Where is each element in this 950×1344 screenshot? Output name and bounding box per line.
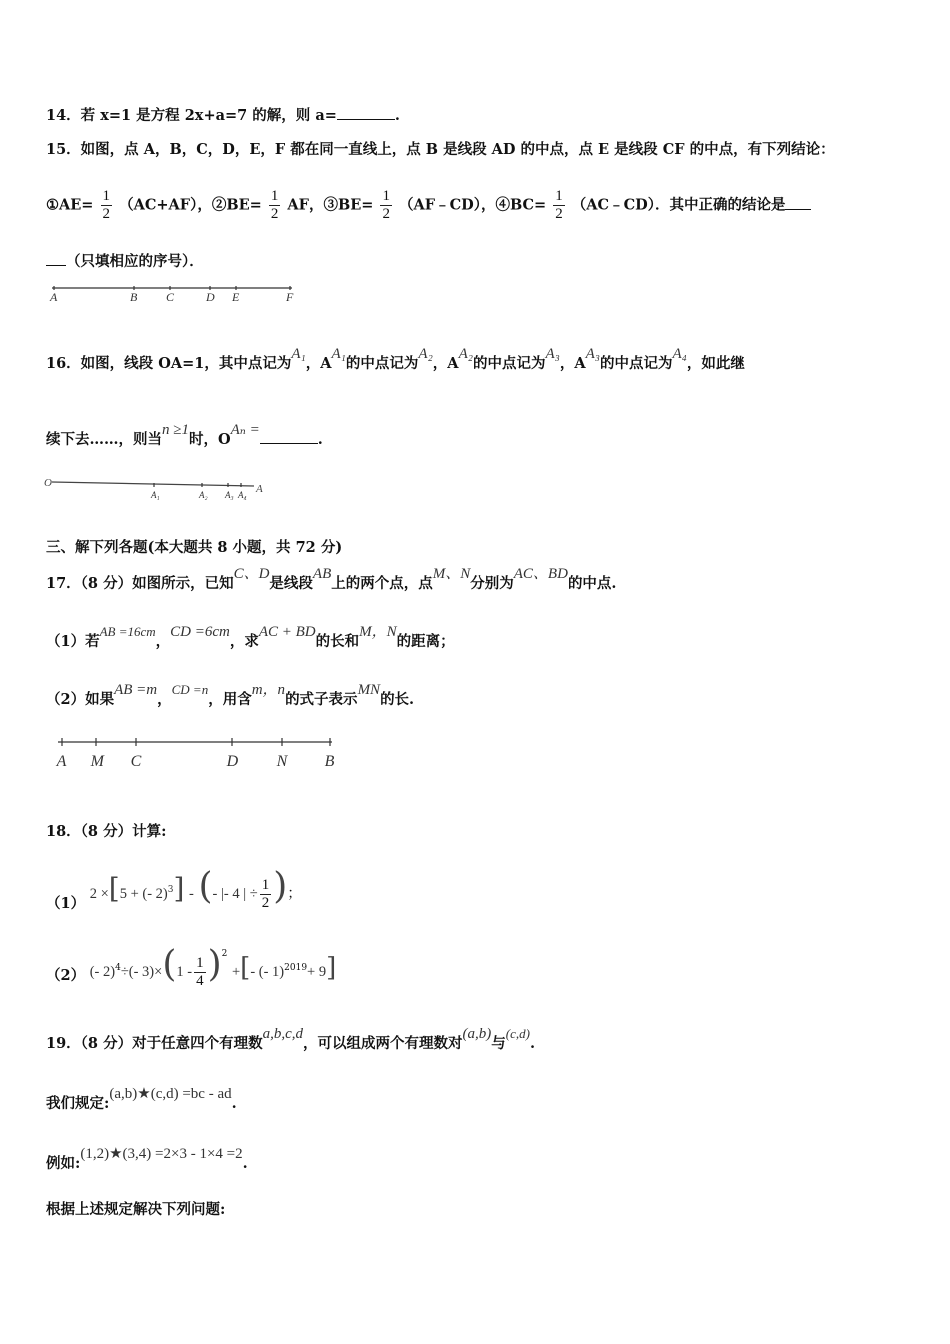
q19-pair2: (c,d) [505, 1026, 530, 1041]
q16-d: ，如此继 [686, 355, 745, 372]
q16-figure [44, 474, 274, 502]
q16-A3: A₃ [545, 346, 560, 362]
q18-e1e: - |- 4 | ÷ [212, 886, 258, 902]
q15-point-label: A [50, 290, 58, 304]
q18-e2e: 2 [221, 949, 228, 960]
q19-rule [46, 1086, 237, 1113]
q16-A2b: A₂ [458, 346, 473, 362]
q16-figure-line [52, 482, 254, 486]
q17-p2a: （2）如果 [46, 691, 115, 708]
q16-An: Aₙ = [230, 422, 260, 438]
q16-point-label: A₂ [199, 490, 208, 500]
q18-e1d: - [189, 886, 194, 902]
q15-point-label: E [232, 290, 240, 304]
q18-part2 [46, 944, 336, 990]
q14-blank [337, 107, 395, 120]
q14-end: . [394, 107, 400, 124]
q18-e2i: + 9 [307, 964, 327, 980]
q15-c1d: （AF﹣CD），④BC= [399, 196, 547, 214]
q17-p2b: ，用含 [208, 691, 252, 708]
q17-point-label: A [56, 753, 67, 770]
q15-c1e: （AC﹣CD）．其中正确的结论是 [571, 196, 786, 214]
q17-point-label: N [276, 753, 288, 770]
section-3-title: 三、解下列各题(本大题共 8 小题，共 72 分) [46, 539, 343, 556]
q15-point-label: F [286, 290, 294, 304]
q16-point-label: A₁ [151, 490, 160, 500]
q17-p1b: ，求 [229, 633, 259, 650]
q19-example [46, 1146, 248, 1173]
q15-point-label: D [206, 290, 215, 304]
q17-p1a: （1）若 [46, 633, 100, 650]
q16-a: 16．如图，线段 OA=1，其中点记为 [46, 355, 292, 372]
q18-e2c: ÷(- 3)× [120, 964, 163, 980]
q17-p2-MN: MN [357, 682, 381, 698]
q18-bracket-open: [ [108, 872, 120, 905]
q15-line3 [46, 250, 204, 271]
q14-text: 14．若 x=1 是方程 2x+a=7 的解，则 a= [46, 107, 337, 124]
q16-line2a: 续下去……，则当 [46, 431, 162, 448]
q17-p1-sum: AC + BD [258, 624, 316, 640]
q18-bracket2-open: [ [240, 953, 251, 983]
q15-blank-a [785, 197, 811, 210]
q17-p1d: 的距离； [396, 633, 455, 650]
q18-e1end: ； [287, 886, 302, 902]
q18-title: 18．（8 分）计算: [46, 823, 167, 840]
q16-blank [260, 431, 318, 444]
q15-line3-text: （只填相应的序号）． [66, 253, 204, 270]
q19-rule-label: 我们规定: [46, 1095, 110, 1112]
q17-acbd: AC、BD [513, 566, 568, 582]
q17-p2d: 的长. [380, 691, 415, 708]
q17-point-label: D [226, 753, 239, 770]
q18-paren2-open: ( [162, 944, 177, 985]
q17-p1c: 的长和 [315, 633, 360, 650]
q17-mn: M、N [432, 566, 471, 582]
q17-line1 [46, 566, 617, 593]
q17-p1-mn: M，N [359, 624, 397, 640]
q15-half-1: $\frac{1}{2}$ [102, 188, 111, 222]
q18-e2d: 1 - [176, 964, 193, 980]
q16-point-label: A₄ [238, 490, 247, 500]
q18-p2-label: （2） [46, 967, 86, 984]
q19-ex-label: 例如: [46, 1155, 81, 1172]
q18-paren-close: ) [273, 866, 288, 907]
q15-point-label: B [130, 290, 138, 304]
q19-pair1: (a,b) [462, 1026, 492, 1042]
q19-a: 19．（8 分）对于任意四个有理数 [46, 1035, 263, 1052]
q18-e1a: 2 × [89, 886, 109, 902]
q15-half-4: $\frac{1}{2}$ [555, 188, 563, 222]
q18-e2g: - (- 1) [250, 964, 285, 980]
q18-e2b: 4 [115, 963, 121, 974]
q18-p1-label: （1） [46, 895, 86, 912]
q17-a: 17．（8 分）如图所示，已知 [46, 575, 234, 592]
q17-point-label: M [90, 753, 104, 770]
q16-A1b: A₁ [331, 346, 346, 362]
q17-c: 上的两个点，点 [331, 575, 433, 592]
q19-rule: (a,b)★(c,d) =bc - ad [109, 1086, 232, 1102]
q19-d: . [529, 1035, 535, 1052]
q18-bracket2-close: ] [326, 953, 337, 983]
q16-line1 [46, 346, 745, 373]
q16-fig-A: A [256, 483, 263, 495]
q15-c1a: ①AE= [46, 196, 94, 214]
q19-last: 根据上述规定解决下列问题: [46, 1201, 226, 1218]
q19-ex-end: . [242, 1155, 248, 1172]
q16-A3b: A₃ [585, 346, 600, 362]
q17-p2c: 的式子表示 [285, 691, 358, 708]
q17-p2-cd: CD =n [171, 682, 209, 697]
q16-c3: 的中点记为 [600, 355, 673, 372]
q18-frac-2: $\frac{1}{4}$ [196, 954, 204, 989]
q17-p2-mn: m，n [251, 682, 286, 698]
q15-conclusions [46, 188, 811, 223]
q16-b3: ，A [559, 355, 586, 372]
q17-ab: AB [312, 566, 332, 582]
q18-frac-1: $\frac{1}{2}$ [261, 876, 270, 911]
q17-cd: C、D [233, 566, 270, 582]
q16-fig-O: O [44, 477, 52, 489]
q16-line2b: 时，O [188, 431, 231, 448]
q16-b2: ，A [432, 355, 459, 372]
q16-line2 [46, 422, 323, 449]
q16-point-label: A₃ [225, 490, 234, 500]
q17-b: 是线段 [269, 575, 313, 592]
q16-A4: A₄ [672, 346, 687, 362]
q18-part1 [46, 866, 302, 912]
q16-c1: 的中点记为 [345, 355, 419, 372]
q14 [46, 104, 400, 125]
q17-p2-sep: ， [157, 691, 172, 708]
q19-line1 [46, 1026, 535, 1053]
q17-d: 分别为 [470, 575, 514, 592]
q18-paren-open: ( [198, 866, 213, 907]
q17-part2 [46, 682, 415, 709]
q16-A1: A₁ [291, 346, 306, 362]
q17-p1-ab: AB =16cm [99, 624, 156, 639]
q15-half-3: $\frac{1}{2}$ [382, 188, 390, 222]
q18-paren2-close: ) [207, 944, 222, 985]
q15-c1c: AF，③BE= [287, 196, 374, 214]
q15-blank-b [46, 253, 66, 266]
q18-e1c: 3 [167, 885, 174, 896]
q16-A2: A₂ [418, 346, 433, 362]
q16-cond: n ≥1 [162, 422, 189, 438]
q15-line1: 15．如图，点 A，B，C，D，E，F 都在同一直线上，点 B 是线段 AD 的中点，点 E 是线段 CF 的中点，有下列结论： [46, 141, 835, 158]
q17-point-label: B [324, 753, 335, 770]
q16-c2: 的中点记为 [472, 355, 546, 372]
q18-e2h: 2019 [284, 963, 308, 974]
q19-c: 与 [491, 1035, 506, 1052]
q17-p1-sep: ， [155, 633, 171, 650]
q18-e2a: (- 2) [89, 964, 116, 980]
q19-b: ，可以组成两个有理数对 [303, 1035, 463, 1052]
q15-point-label: C [166, 290, 175, 304]
q17-part1 [46, 624, 455, 651]
q17-point-label: C [130, 753, 142, 770]
q19-ex: (1,2)★(3,4) =2×3 - 1×4 =2 [80, 1146, 243, 1162]
q17-figure [50, 734, 350, 774]
q18-e2f: + [231, 964, 241, 980]
q17-p2-ab: AB =m [114, 682, 158, 698]
q15-half-2: $\frac{1}{2}$ [270, 188, 279, 222]
q17-e: 的中点. [567, 575, 617, 592]
q16-end: . [317, 431, 323, 448]
q16-b1: ，A [305, 355, 332, 372]
q18-bracket-close: ] [173, 872, 185, 905]
q19-abcd: a,b,c,d [262, 1026, 303, 1042]
q19-rule-end: . [231, 1095, 237, 1112]
q15-c1b: （AC+AF），②BE= [119, 196, 262, 214]
q17-p1-cd: CD =6cm [170, 624, 230, 640]
q15-figure [46, 282, 306, 306]
q18-e1b: 5 + (- 2) [119, 886, 168, 902]
